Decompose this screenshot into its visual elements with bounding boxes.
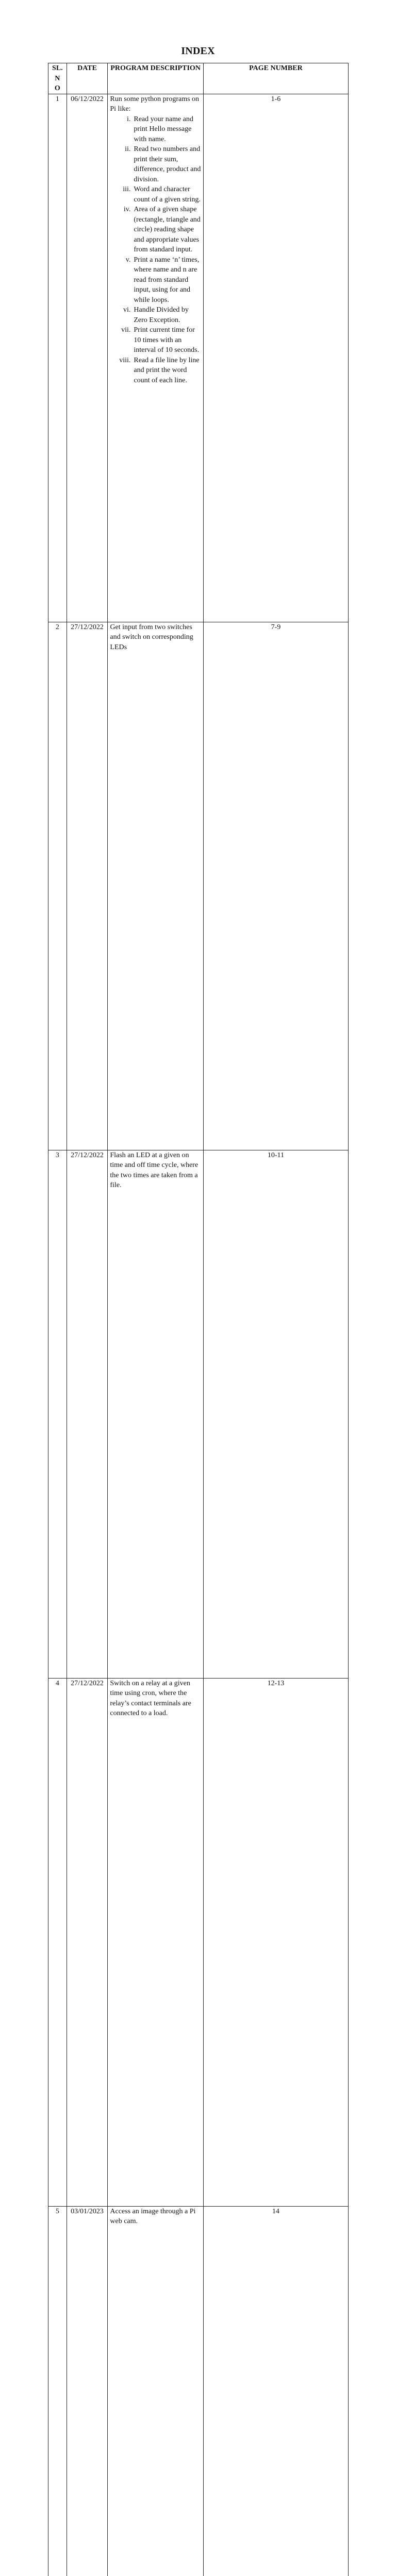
list-item-number: viii.	[119, 356, 131, 364]
row-slno: 5	[48, 2206, 67, 2576]
row-description: Switch on a relay at a given time using cron, where the relay’s contact terminals are connected to a load.	[108, 1678, 203, 2206]
list-item-text: Print current time for 10 times with an interval of 10 seconds.	[134, 326, 200, 354]
row-date: 27/12/2022	[67, 1150, 108, 1678]
header-slno: SL.N O	[48, 63, 67, 94]
list-item	[110, 205, 201, 255]
list-item	[110, 325, 201, 355]
list-item-number: iii.	[123, 185, 131, 193]
row-page-number: 1-6	[203, 94, 348, 622]
list-item	[110, 305, 201, 325]
row-date: 06/12/2022	[67, 94, 108, 622]
table-row	[48, 2206, 349, 2576]
list-item-text: Read your name and print Hello message with name.	[134, 115, 193, 143]
row-description: Get input from two switches and switch on corresponding LEDs	[108, 622, 203, 1150]
list-item-text: Word and character count of a given string.	[134, 185, 201, 204]
list-item	[110, 184, 201, 205]
header-description: PROGRAM DESCRIPTION	[108, 63, 203, 94]
list-item-text: Read a file line by line and print the word count of each line.	[134, 356, 200, 384]
table-row	[48, 1150, 349, 1678]
description-intro: Run some python programs on Pi like:	[110, 95, 200, 113]
list-item-number: v.	[125, 256, 131, 264]
list-item-number: ii.	[125, 145, 131, 153]
list-item-number: vii.	[121, 326, 131, 334]
index-table	[48, 63, 349, 2576]
subitem-list	[110, 114, 201, 386]
row-date: 03/01/2023	[67, 2206, 108, 2576]
row-page-number: 14	[203, 2206, 348, 2576]
row-page-number: 10-11	[203, 1150, 348, 1678]
page-title: INDEX	[181, 45, 215, 57]
list-item	[110, 114, 201, 145]
row-description	[108, 94, 203, 622]
row-slno: 3	[48, 1150, 67, 1678]
row-slno: 4	[48, 1678, 67, 2206]
list-item-number: iv.	[123, 206, 131, 213]
list-item-text: Read two numbers and print their sum, difference, product and division.	[134, 145, 201, 183]
row-date: 27/12/2022	[67, 1678, 108, 2206]
list-item-text: Print a name ‘n’ times, where name and n are read from standard input, using for and while loops.	[134, 256, 200, 304]
list-item	[110, 255, 201, 306]
list-item-text: Area of a given shape (rectangle, triangle and circle) reading shape and appropriate values from standard input.	[134, 206, 201, 253]
list-item-number: i.	[126, 115, 131, 123]
row-description: Flash an LED at a given on time and off time cycle, where the two times are taken from a file.	[108, 1150, 203, 1678]
row-date: 27/12/2022	[67, 622, 108, 1150]
list-item-number: vi.	[123, 306, 131, 314]
row-page-number: 12-13	[203, 1678, 348, 2206]
list-item-text: Handle Divided by Zero Exception.	[134, 306, 189, 324]
row-slno: 1	[48, 94, 67, 622]
header-date: DATE	[67, 63, 108, 94]
list-item	[110, 355, 201, 386]
header-row	[48, 63, 349, 94]
row-description: Access an image through a Pi web cam.	[108, 2206, 203, 2576]
table-row	[48, 94, 349, 622]
list-item	[110, 144, 201, 184]
table-row	[48, 622, 349, 1150]
header-page: PAGE NUMBER	[203, 63, 348, 94]
row-slno: 2	[48, 622, 67, 1150]
table-row	[48, 1678, 349, 2206]
row-page-number: 7-9	[203, 622, 348, 1150]
